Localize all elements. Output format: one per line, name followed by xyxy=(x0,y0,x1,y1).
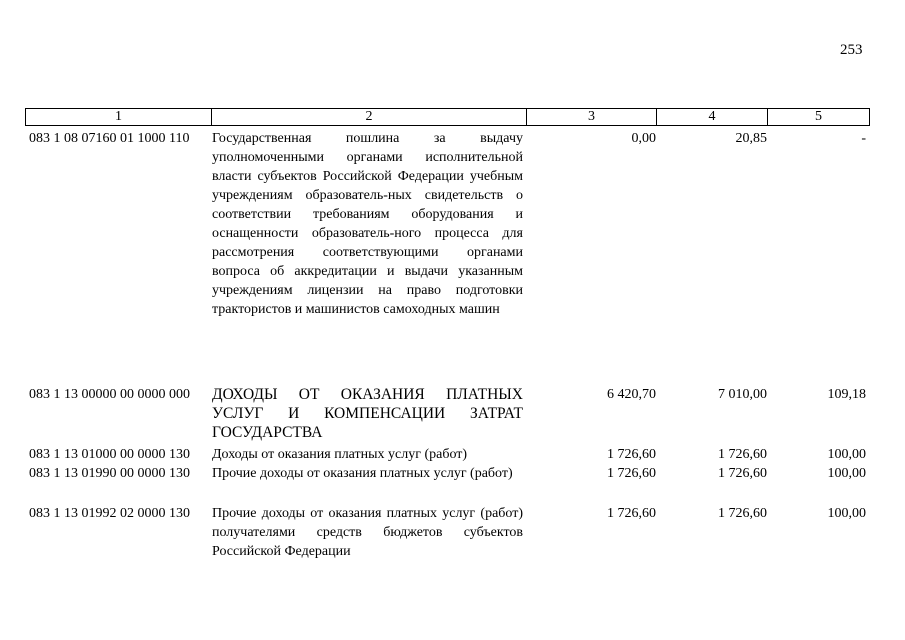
row-col3: 1 726,60 xyxy=(607,447,656,462)
row-name: Прочие доходы от оказания платных услуг (работ) xyxy=(212,466,513,481)
column-header-5: 5 xyxy=(768,108,870,126)
row-col3: 0,00 xyxy=(631,131,656,146)
column-header-4: 4 xyxy=(657,108,768,126)
column-header-1: 1 xyxy=(25,108,212,126)
row-name: Государственная пошлина за выдачу уполномоченными органами исполнительной власти субъектов Российской Федерации учебным учреждениям образователь-ных свидетельств о соответствии требованиям оборудования и оснащенности образователь-ного процесса для рассмотрения соответствующими органами вопроса об аккредитации и выдачи указанным учреждениям лицензии на право подготовки трактористов и машинистов самоходных машин xyxy=(212,131,523,317)
row-code: 083 1 08 07160 01 1000 110 xyxy=(29,131,190,146)
table-header xyxy=(25,108,870,126)
column-header-3: 3 xyxy=(527,108,657,126)
column-header-2: 2 xyxy=(212,108,527,126)
row-col4: 1 726,60 xyxy=(718,466,767,481)
row-name: Прочие доходы от оказания платных услуг (работ) получателями средств бюджетов субъектов Российской Федерации xyxy=(212,506,523,559)
row-code: 083 1 13 01992 02 0000 130 xyxy=(29,506,190,521)
row-col4: 1 726,60 xyxy=(718,506,767,521)
row-name: ДОХОДЫ ОТ ОКАЗАНИЯ ПЛАТНЫХ УСЛУГ И КОМПЕНСАЦИИ ЗАТРАТ ГОСУДАРСТВА xyxy=(212,386,523,441)
row-col4: 7 010,00 xyxy=(718,387,767,402)
row-col3: 1 726,60 xyxy=(607,506,656,521)
row-col4: 20,85 xyxy=(735,131,767,146)
row-code: 083 1 13 01000 00 0000 130 xyxy=(29,447,190,462)
row-col5: 100,00 xyxy=(827,466,866,481)
row-col3: 1 726,60 xyxy=(607,466,656,481)
row-col4: 1 726,60 xyxy=(718,447,767,462)
row-col3: 6 420,70 xyxy=(607,387,656,402)
row-code: 083 1 13 01990 00 0000 130 xyxy=(29,466,190,481)
page-number: 253 xyxy=(840,42,863,58)
row-code: 083 1 13 00000 00 0000 000 xyxy=(29,387,190,402)
row-col5: 109,18 xyxy=(827,387,866,402)
row-name: Доходы от оказания платных услуг (работ) xyxy=(212,447,468,462)
row-col5: - xyxy=(861,131,866,146)
row-col5: 100,00 xyxy=(827,447,866,462)
row-col5: 100,00 xyxy=(827,506,866,521)
